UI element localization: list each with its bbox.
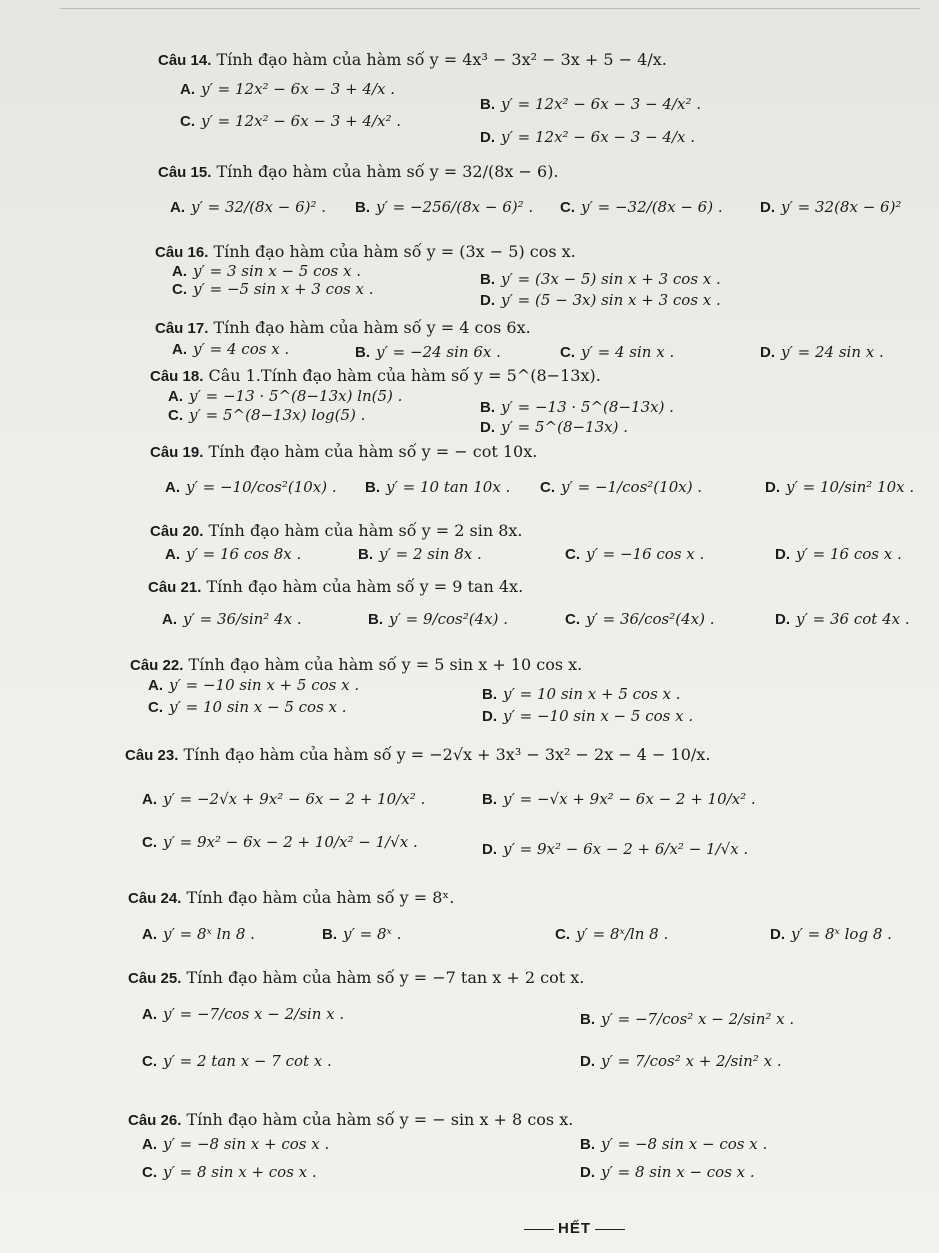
question-number: Câu 17.: [155, 320, 209, 337]
question-21-option-d[interactable]: D. y′ = 36 cot 4x .: [775, 610, 910, 628]
question-number: Câu 18.: [150, 368, 204, 385]
question-26-option-c[interactable]: C. y′ = 8 sin x + cos x .: [142, 1163, 317, 1181]
option-text: y′ = −2√x + 9x² − 6x − 2 + 10/x² .: [163, 790, 426, 808]
option-text: y′ = −10 sin x + 5 cos x .: [169, 676, 360, 694]
question-21-option-b[interactable]: B. y′ = 9/cos²(4x) .: [368, 610, 508, 628]
option-text: y′ = 32(8x − 6)²: [781, 198, 902, 216]
question-25-option-b[interactable]: B. y′ = −7/cos² x − 2/sin² x .: [580, 1010, 795, 1028]
question-19-option-d[interactable]: D. y′ = 10/sin² 10x .: [765, 478, 915, 496]
question-text: Tính đạo hàm của hàm số y = −7 tan x + 2 cot x.: [186, 968, 585, 987]
question-25-option-a[interactable]: A. y′ = −7/cos x − 2/sin x .: [142, 1005, 345, 1023]
question-22-title: [130, 655, 582, 674]
option-text: y′ = 12x² − 6x − 3 − 4/x .: [501, 128, 695, 146]
question-15-option-c[interactable]: C. y′ = −32/(8x − 6) .: [560, 198, 723, 216]
option-text: y′ = −24 sin 6x .: [376, 343, 501, 361]
question-14-option-d[interactable]: D. y′ = 12x² − 6x − 3 − 4/x .: [480, 128, 695, 146]
question-number: Câu 15.: [158, 164, 212, 181]
option-text: y′ = −8 sin x − cos x .: [601, 1135, 768, 1153]
question-text: Tính đạo hàm của hàm số y = − cot 10x.: [208, 442, 538, 461]
option-text: y′ = −13 · 5^(8−13x) ln(5) .: [189, 387, 403, 405]
option-text: y′ = −10/cos²(10x) .: [186, 478, 337, 496]
option-text: y′ = 36 cot 4x .: [796, 610, 910, 628]
question-text: Tính đạo hàm của hàm số y = 32/(8x − 6).: [216, 162, 559, 181]
question-17-option-b[interactable]: B. y′ = −24 sin 6x .: [355, 343, 501, 361]
option-text: y′ = (5 − 3x) sin x + 3 cos x .: [501, 291, 721, 309]
question-21-option-c[interactable]: C. y′ = 36/cos²(4x) .: [565, 610, 715, 628]
option-text: y′ = 10 sin x − 5 cos x .: [169, 698, 347, 716]
question-14-option-b[interactable]: B. y′ = 12x² − 6x − 3 − 4/x² .: [480, 95, 702, 113]
question-23-option-b[interactable]: B. y′ = −√x + 9x² − 6x − 2 + 10/x² .: [482, 790, 756, 808]
question-24-title: [128, 888, 454, 907]
question-number: Câu 26.: [128, 1112, 182, 1129]
question-number: Câu 24.: [128, 890, 182, 907]
question-17-option-a[interactable]: A. y′ = 4 cos x .: [172, 340, 290, 358]
question-24-option-d[interactable]: D. y′ = 8ˣ log 8 .: [770, 925, 892, 943]
option-text: y′ = −√x + 9x² − 6x − 2 + 10/x² .: [503, 790, 756, 808]
question-17-title: [155, 318, 531, 337]
question-20-option-d[interactable]: D. y′ = 16 cos x .: [775, 545, 902, 563]
question-18-option-c[interactable]: C. y′ = 5^(8−13x) log(5) .: [168, 406, 366, 424]
question-16-option-b[interactable]: B. y′ = (3x − 5) sin x + 3 cos x .: [480, 270, 721, 288]
option-text: y′ = 10 sin x + 5 cos x .: [503, 685, 681, 703]
question-15-option-d[interactable]: D. y′ = 32(8x − 6)²: [760, 198, 902, 216]
question-19-title: [150, 442, 537, 461]
option-text: y′ = −256/(8x − 6)² .: [376, 198, 534, 216]
question-number: Câu 19.: [150, 444, 204, 461]
option-text: y′ = 5^(8−13x) log(5) .: [189, 406, 366, 424]
question-text: Tính đạo hàm của hàm số y = −2√x + 3x³ − 3x² − 2x − 4 − 10/x.: [183, 745, 711, 764]
question-24-option-a[interactable]: A. y′ = 8ˣ ln 8 .: [142, 925, 255, 943]
question-14-title: [158, 50, 667, 69]
option-text: y′ = 5^(8−13x) .: [501, 418, 628, 436]
question-15-option-a[interactable]: A. y′ = 32/(8x − 6)² .: [170, 198, 327, 216]
question-17-option-d[interactable]: D. y′ = 24 sin x .: [760, 343, 884, 361]
question-text: Tính đạo hàm của hàm số y = 2 sin 8x.: [208, 521, 523, 540]
question-21-title: [148, 577, 523, 596]
question-21-option-a[interactable]: A. y′ = 36/sin² 4x .: [162, 610, 302, 628]
question-number: Câu 20.: [150, 523, 204, 540]
question-26-option-a[interactable]: A. y′ = −8 sin x + cos x .: [142, 1135, 330, 1153]
question-22-option-c[interactable]: C. y′ = 10 sin x − 5 cos x .: [148, 698, 347, 716]
question-18-title: [150, 366, 601, 385]
option-text: y′ = (3x − 5) sin x + 3 cos x .: [501, 270, 721, 288]
option-text: y′ = 4 sin x .: [581, 343, 675, 361]
question-19-option-a[interactable]: A. y′ = −10/cos²(10x) .: [165, 478, 337, 496]
question-26-option-b[interactable]: B. y′ = −8 sin x − cos x .: [580, 1135, 768, 1153]
option-text: y′ = 2 sin 8x .: [379, 545, 482, 563]
option-text: y′ = 8ˣ ln 8 .: [163, 925, 255, 943]
option-text: y′ = 2 tan x − 7 cot x .: [163, 1052, 332, 1070]
question-22-option-d[interactable]: D. y′ = −10 sin x − 5 cos x .: [482, 707, 694, 725]
option-text: y′ = 8ˣ/ln 8 .: [576, 925, 669, 943]
question-number: Câu 23.: [125, 747, 179, 764]
option-text: y′ = 12x² − 6x − 3 + 4/x .: [201, 80, 395, 98]
option-text: y′ = 8 sin x + cos x .: [163, 1163, 317, 1181]
question-23-option-c[interactable]: C. y′ = 9x² − 6x − 2 + 10/x² − 1/√x .: [142, 833, 418, 851]
option-text: y′ = 3 sin x − 5 cos x .: [193, 262, 361, 280]
option-text: y′ = −13 · 5^(8−13x) .: [501, 398, 674, 416]
option-text: y′ = 24 sin x .: [781, 343, 884, 361]
question-16-title: [155, 242, 576, 261]
question-text: Tính đạo hàm của hàm số y = 9 tan 4x.: [206, 577, 524, 596]
question-26-title: [128, 1110, 573, 1129]
option-text: y′ = 8 sin x − cos x .: [601, 1163, 755, 1181]
option-text: y′ = 12x² − 6x − 3 + 4/x² .: [201, 112, 402, 130]
question-23-option-a[interactable]: A. y′ = −2√x + 9x² − 6x − 2 + 10/x² .: [142, 790, 426, 808]
option-text: y′ = 9x² − 6x − 2 + 10/x² − 1/√x .: [163, 833, 418, 851]
option-text: y′ = 8ˣ .: [343, 925, 402, 943]
question-25-option-c[interactable]: C. y′ = 2 tan x − 7 cot x .: [142, 1052, 332, 1070]
question-number: Câu 21.: [148, 579, 202, 596]
option-text: y′ = −5 sin x + 3 cos x .: [193, 280, 374, 298]
question-15-title: [158, 162, 559, 181]
question-number: Câu 16.: [155, 244, 209, 261]
question-16-option-c[interactable]: C. y′ = −5 sin x + 3 cos x .: [172, 280, 374, 298]
question-18-option-d[interactable]: D. y′ = 5^(8−13x) .: [480, 418, 628, 436]
option-text: y′ = 36/cos²(4x) .: [586, 610, 715, 628]
question-16-option-a[interactable]: A. y′ = 3 sin x − 5 cos x .: [172, 262, 361, 280]
question-24-option-b[interactable]: B. y′ = 8ˣ .: [322, 925, 402, 943]
question-18-option-b[interactable]: B. y′ = −13 · 5^(8−13x) .: [480, 398, 674, 416]
question-20-option-c[interactable]: C. y′ = −16 cos x .: [565, 545, 705, 563]
option-text: y′ = 9/cos²(4x) .: [389, 610, 508, 628]
question-text: Tính đạo hàm của hàm số y = − sin x + 8 cos x.: [186, 1110, 574, 1129]
question-22-option-b[interactable]: B. y′ = 10 sin x + 5 cos x .: [482, 685, 681, 703]
question-25-title: [128, 968, 584, 987]
option-text: y′ = −8 sin x + cos x .: [163, 1135, 330, 1153]
question-text: Câu 1.Tính đạo hàm của hàm số y = 5^(8−13x).: [208, 366, 601, 385]
option-text: y′ = 36/sin² 4x .: [183, 610, 302, 628]
option-text: y′ = −7/cos² x − 2/sin² x .: [601, 1010, 795, 1028]
question-19-option-c[interactable]: C. y′ = −1/cos²(10x) .: [540, 478, 703, 496]
question-25-option-d[interactable]: D. y′ = 7/cos² x + 2/sin² x .: [580, 1052, 782, 1070]
question-19-option-b[interactable]: B. y′ = 10 tan 10x .: [365, 478, 511, 496]
question-15-option-b[interactable]: B. y′ = −256/(8x − 6)² .: [355, 198, 534, 216]
question-text: Tính đạo hàm của hàm số y = (3x − 5) cos x.: [213, 242, 576, 261]
question-20-option-a[interactable]: A. y′ = 16 cos 8x .: [165, 545, 302, 563]
question-20-title: [150, 521, 523, 540]
question-17-option-c[interactable]: C. y′ = 4 sin x .: [560, 343, 675, 361]
question-text: Tính đạo hàm của hàm số y = 4 cos 6x.: [213, 318, 531, 337]
question-23-title: [125, 745, 710, 764]
question-number: Câu 25.: [128, 970, 182, 987]
option-text: y′ = 12x² − 6x − 3 − 4/x² .: [501, 95, 702, 113]
option-text: y′ = 10 tan 10x .: [386, 478, 511, 496]
question-14-option-c[interactable]: C. y′ = 12x² − 6x − 3 + 4/x² .: [180, 112, 402, 130]
option-text: y′ = −1/cos²(10x) .: [561, 478, 703, 496]
option-text: y′ = −10 sin x − 5 cos x .: [503, 707, 694, 725]
end-marker: HẾT: [520, 1220, 629, 1237]
question-18-option-a[interactable]: A. y′ = −13 · 5^(8−13x) ln(5) .: [168, 387, 403, 405]
option-text: y′ = 16 cos 8x .: [186, 545, 302, 563]
question-number: Câu 22.: [130, 657, 184, 674]
option-text: y′ = 32/(8x − 6)² .: [191, 198, 327, 216]
option-text: y′ = −16 cos x .: [586, 545, 705, 563]
option-text: y′ = 16 cos x .: [796, 545, 902, 563]
question-20-option-b[interactable]: B. y′ = 2 sin 8x .: [358, 545, 482, 563]
question-number: Câu 14.: [158, 52, 212, 69]
option-text: y′ = 10/sin² 10x .: [786, 478, 915, 496]
page-top-rule: [60, 8, 920, 9]
question-24-option-c[interactable]: C. y′ = 8ˣ/ln 8 .: [555, 925, 669, 943]
question-14-option-a[interactable]: A. y′ = 12x² − 6x − 3 + 4/x .: [180, 80, 395, 98]
option-text: y′ = 4 cos x .: [193, 340, 290, 358]
question-text: Tính đạo hàm của hàm số y = 4x³ − 3x² − 3x + 5 − 4/x.: [216, 50, 667, 69]
question-23-option-d[interactable]: D. y′ = 9x² − 6x − 2 + 6/x² − 1/√x .: [482, 840, 749, 858]
option-text: y′ = −7/cos x − 2/sin x .: [163, 1005, 345, 1023]
question-26-option-d[interactable]: D. y′ = 8 sin x − cos x .: [580, 1163, 755, 1181]
option-text: y′ = 8ˣ log 8 .: [791, 925, 892, 943]
option-text: y′ = −32/(8x − 6) .: [581, 198, 723, 216]
option-text: y′ = 7/cos² x + 2/sin² x .: [601, 1052, 782, 1070]
question-22-option-a[interactable]: A. y′ = −10 sin x + 5 cos x .: [148, 676, 360, 694]
question-16-option-d[interactable]: D. y′ = (5 − 3x) sin x + 3 cos x .: [480, 291, 721, 309]
question-text: Tính đạo hàm của hàm số y = 5 sin x + 10 cos x.: [188, 655, 583, 674]
question-text: Tính đạo hàm của hàm số y = 8ˣ.: [186, 888, 455, 907]
option-text: y′ = 9x² − 6x − 2 + 6/x² − 1/√x .: [503, 840, 749, 858]
